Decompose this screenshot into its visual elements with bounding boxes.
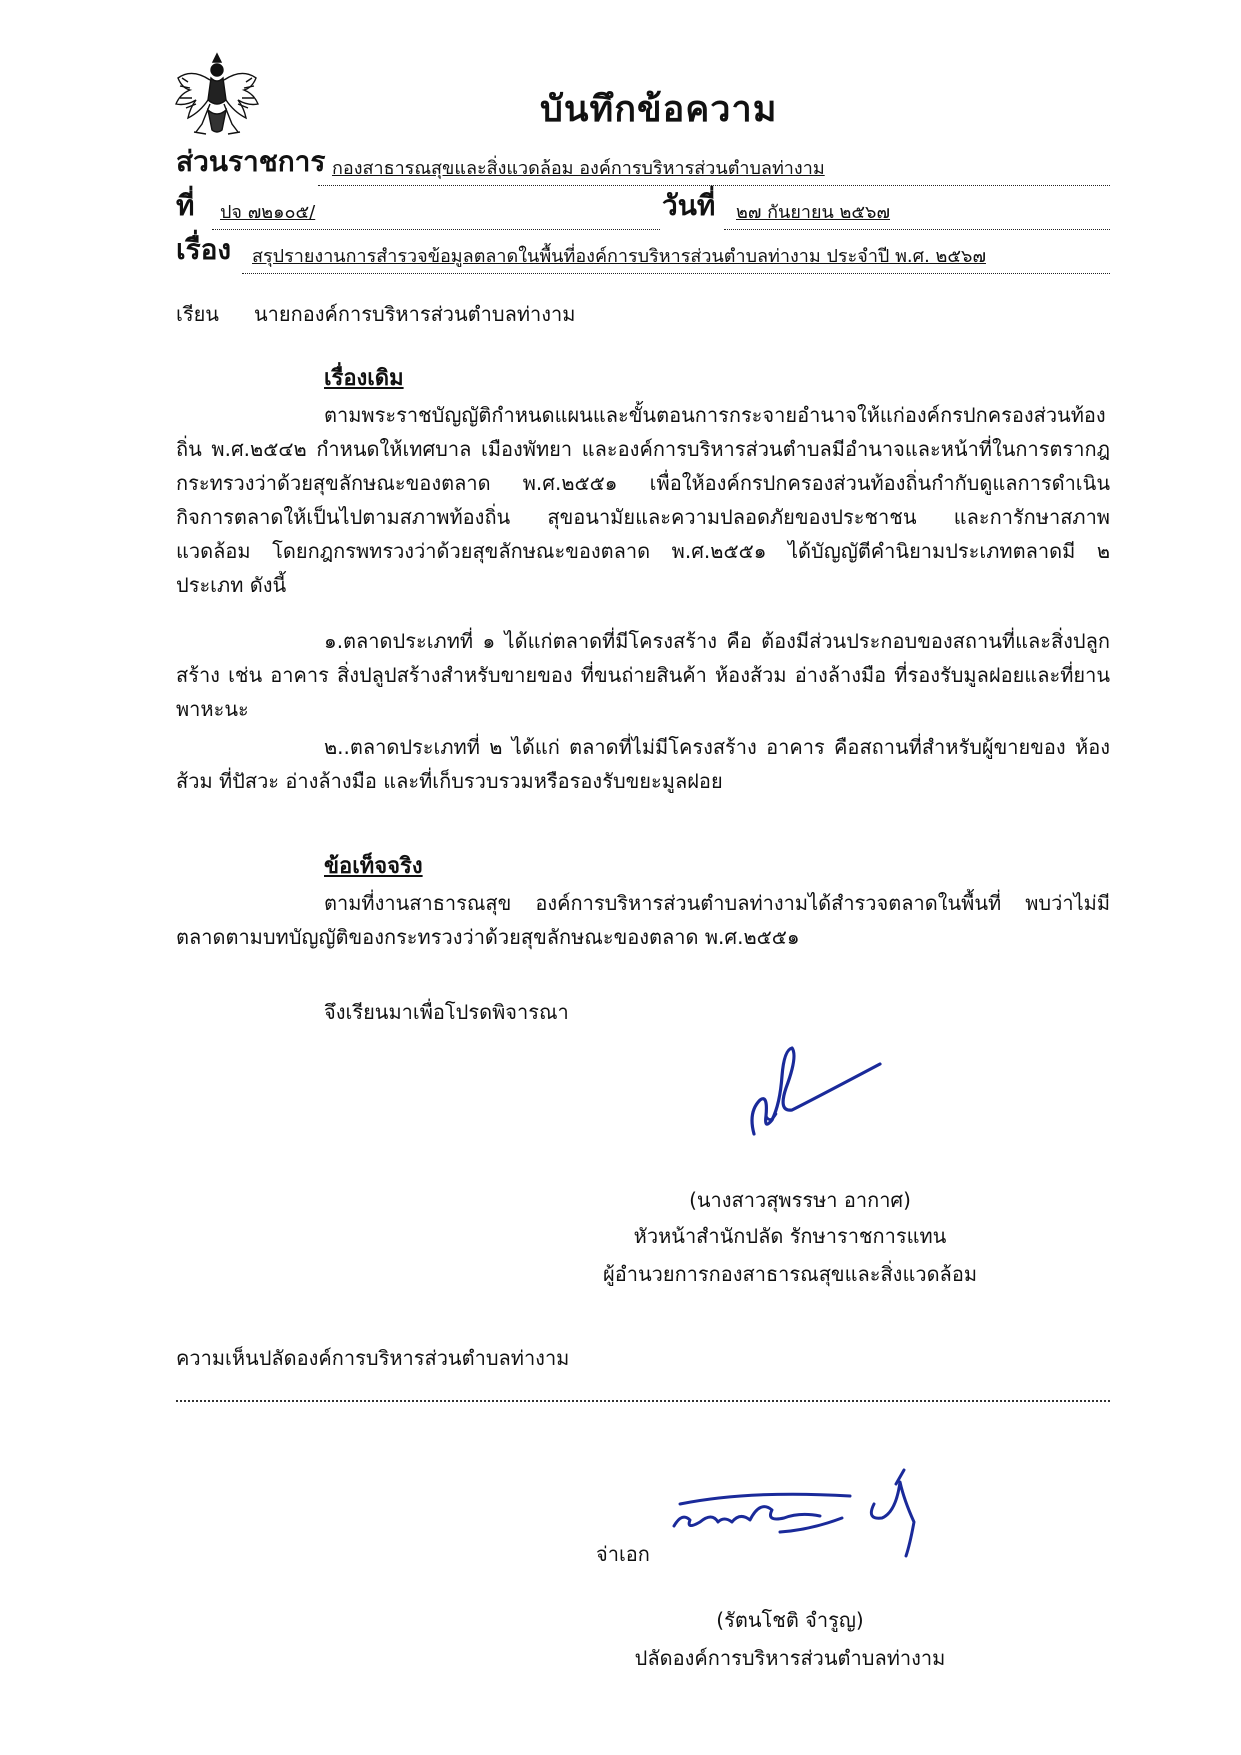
salutation-recipient: นายกองค์การบริหารส่วนตำบลท่างาม xyxy=(254,302,576,326)
ref-value: ปจ ๗๒๑๐๕/ xyxy=(220,202,316,223)
agency-row xyxy=(176,144,1110,188)
signature-2 xyxy=(660,1460,940,1560)
document-title: บันทึกข้อความ xyxy=(540,89,778,130)
market-type-1: ๑.ตลาดประเภทที่ ๑ ได้แก่ตลาดที่มีโครงสร้าง คือ ต้องมีส่วนประกอบของสถานที่และสิ่งปลูกสร้าง เช่น อาคาร สิ่งปลูปสร้างสำหรับขายของ ที่ขนถ่ายสินค้า ห้องส้วม อ่างล้างมือ ที่รองรับมูลฝอยและที่ยานพาหะนะ xyxy=(176,629,1110,721)
signer-1-name: (นางสาวสุพรรษา อากาศ) xyxy=(689,1188,911,1212)
signer-2-position: ปลัดองค์การบริหารส่วนตำบลท่างาม xyxy=(634,1646,946,1670)
ref-label: ที่ xyxy=(176,189,195,222)
garuda-emblem xyxy=(172,48,262,140)
facts-heading: ข้อเท็จจริง xyxy=(324,854,423,879)
subject-row xyxy=(176,232,1110,276)
salutation-label: เรียน xyxy=(176,302,219,326)
opinion-label: ความเห็นปลัดองค์การบริหารส่วนตำบลท่างาม xyxy=(176,1346,570,1370)
date-label: วันที่ xyxy=(662,189,716,222)
facts-paragraph: ตามที่งานสาธารณสุข องค์การบริหารส่วนตำบลท่างามได้สำรวจตลาดในพื้นที่ พบว่าไม่มีตลาดตามบทบัญญัติของกระทรวงว่าด้วยสุขลักษณะของตลาด พ.ศ.๒๕๕๑ xyxy=(176,891,1110,949)
signer-1-position-2: ผู้อำนวยการกองสาธารณสุขและสิ่งแวดล้อม xyxy=(602,1262,978,1286)
background-paragraph: ตามพระราชบัญญัติกำหนดแผนและขั้นตอนการกระจายอำนาจให้แก่องค์กรปกครองส่วนท้องถิ่น พ.ศ.๒๕๔๒ กำหนดให้เทศบาล เมืองพัทยา และองค์การบริหารส่วนตำบลมีอำนาจและหน้าที่ในการตรากฎกระทรวงว่าด้วยสุขลักษณะของตลาด พ.ศ.๒๕๕๑ เพื่อให้องค์กรปกครองส่วนท้องถิ่นกำกับดูแลการดำเนินกิจการตลาดให้เป็นไปตามสภาพท้องถิ่น สุขอนามัยและความปลอดภัยของประชาชน และการักษาสภาพแวดล้อม โดยกฎกรพทรวงว่าด้วยสุขลักษณะของตลาด พ.ศ.๒๕๕๑ ได้บัญญัตีคำนิยามประเภทตลาดมี ๒ ประเภท ดังนี้ xyxy=(176,403,1110,597)
opinion-dotted-line xyxy=(176,1400,1110,1402)
subject-label: เรื่อง xyxy=(176,233,232,266)
ref-dotted-line xyxy=(212,229,660,230)
signer-2-rank: จ่าเอก xyxy=(596,1542,650,1566)
ref-date-row xyxy=(176,188,1110,232)
subject-dotted-line xyxy=(242,273,1110,274)
market-type-2: ๒..ตลาดประเภทที่ ๒ ได้แก่ ตลาดที่ไม่มีโครงสร้าง อาคาร คือสถานที่สำหรับผู้ขายของ ห้องส้วม ที่ปัสวะ อ่างล้างมือ และที่เก็บรวบรวมหรือรองรับขยะมูลฝอย xyxy=(176,735,1110,793)
background-heading: เรื่องเดิม xyxy=(324,366,404,391)
signer-1-position-1: หัวหน้าสำนักปลัด รักษาราชการแทน xyxy=(633,1224,947,1248)
date-dotted-line xyxy=(724,229,1110,230)
signer-2-name: (รัตนโชติ จำรูญ) xyxy=(716,1608,864,1632)
agency-value: กองสาธารณสุขและสิ่งแวดล้อม องค์การบริหารส่วนตำบลท่างาม xyxy=(332,158,825,179)
signature-1 xyxy=(740,1030,890,1150)
subject-value: สรุปรายงานการสำรวจข้อมูลตลาดในพื้นที่องค์การบริหารส่วนตำบลท่างาม ประจำปี พ.ศ. ๒๕๖๗ xyxy=(252,246,986,267)
agency-label: ส่วนราชการ xyxy=(176,145,326,178)
date-value: ๒๗ กันยายน ๒๕๖๗ xyxy=(736,202,891,223)
closing-line: จึงเรียนมาเพื่อโปรดพิจารณา xyxy=(324,1000,569,1024)
